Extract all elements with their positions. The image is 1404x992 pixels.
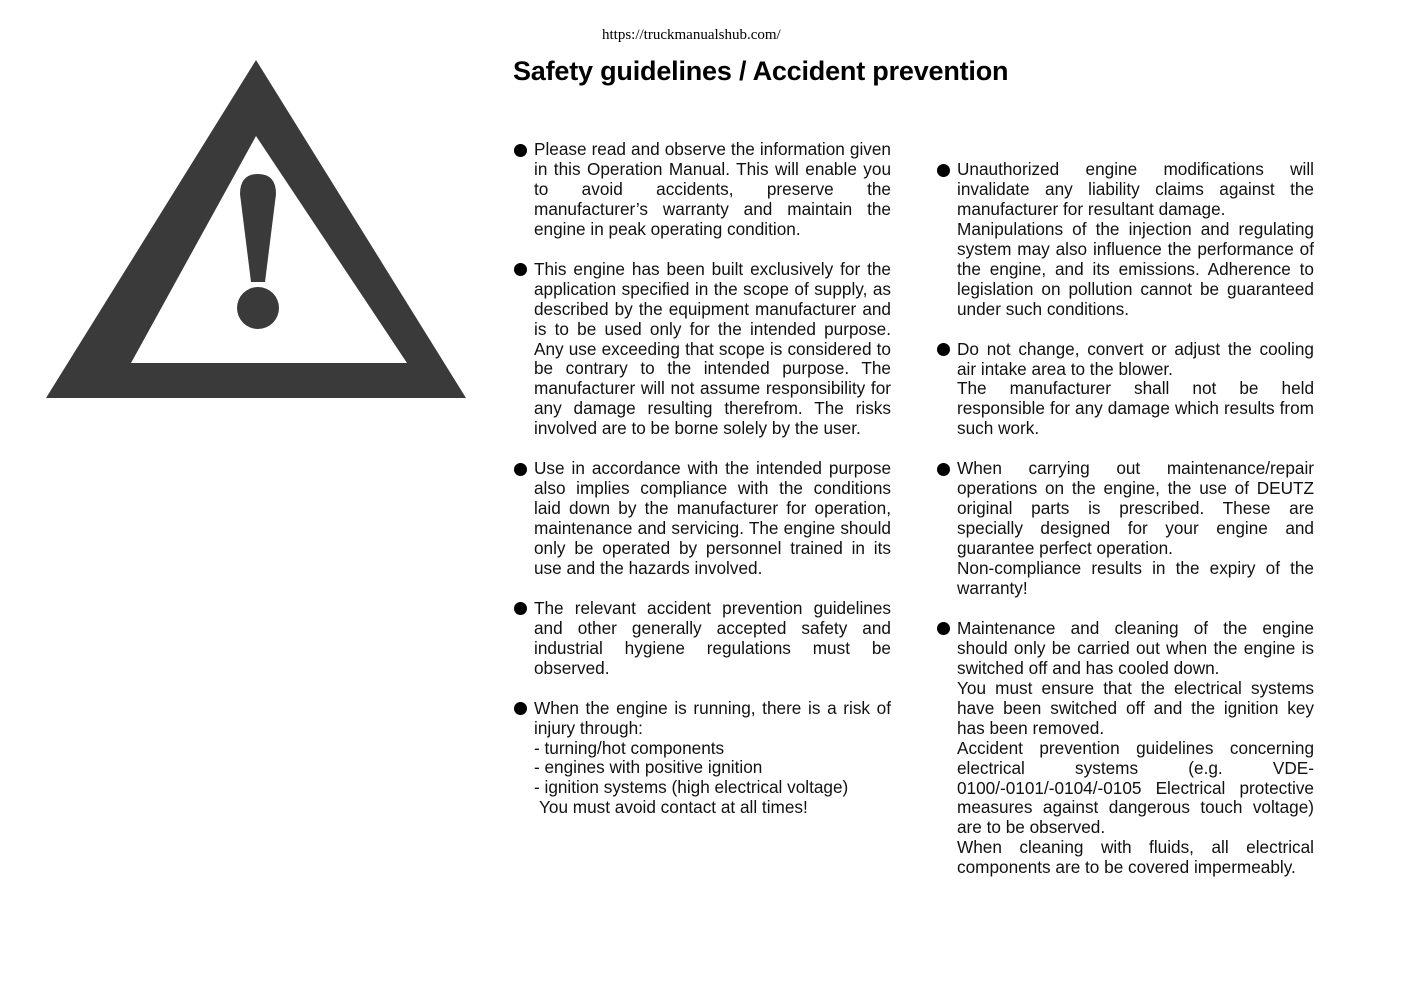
hazard-list-item: - ignition systems (high electrical voltage) xyxy=(534,777,849,798)
exclamation-mark-bar xyxy=(240,174,276,282)
safety-item xyxy=(513,599,891,679)
item-text: The manufacturer shall not be held responsible for any damage which results from such work. xyxy=(957,378,1314,439)
item-text: The relevant accident prevention guidelines and other generally accepted safety and industrial hygiene regulations must be observed. xyxy=(534,597,891,678)
hazard-list-item: - engines with positive ignition xyxy=(534,757,763,778)
bullet-icon xyxy=(514,463,527,476)
safety-item xyxy=(513,140,891,240)
hazard-list xyxy=(534,739,891,799)
bullet-icon xyxy=(937,622,950,635)
item-text: When cleaning with fluids, all electrical components are to be covered impermeably. xyxy=(957,837,1314,878)
item-text: Use in accordance with the intended purpose also implies compliance with the conditions laid down by the manufacturer for operation, maintenance and servicing. The engine should only be operated by personnel trained in its use and the hazards involved. xyxy=(534,458,891,578)
item-text: Accident prevention guidelines concerning electrical systems (e.g. VDE-0100/-0101/-0104/-0105 Electrical protective measures against dangerous touch voltage) are to be observed. xyxy=(957,737,1314,838)
item-text: Do not change, convert or adjust the cooling air intake area to the blower. xyxy=(957,338,1314,379)
bullet-icon xyxy=(937,164,950,177)
safety-item xyxy=(936,619,1314,878)
item-text: You must ensure that the electrical systems have been switched off and the ignition key has been removed. xyxy=(957,677,1314,738)
item-text: Non-compliance results in the expiry of the warranty! xyxy=(957,558,1314,598)
page-title: Safety guidelines / Accident prevention xyxy=(513,56,1009,86)
item-closing-text: You must avoid contact at all times! xyxy=(539,797,808,818)
source-url[interactable]: https://truckmanualshub.com/ xyxy=(602,27,781,43)
item-text: When the engine is running, there is a risk of injury through: xyxy=(534,697,891,738)
item-text: Unauthorized engine modifications will invalidate any liability claims against the manufacturer for resultant damage. xyxy=(957,159,1314,219)
item-text: When carrying out maintenance/repair operations on the engine, the use of DEUTZ original parts is prescribed. These are specially designed for your engine and guarantee perfect operation. xyxy=(957,458,1314,559)
item-text: This engine has been built exclusively for the application specified in the scope of supply, as described by the equipment manufacturer and is to be used only for the intended purpose. Any use exceeding that scope is considered to be contrary to the intended purpose. The manufacturer will not assume responsibility for any damage resulting therefrom. The risks involved are to be borne solely by the user. xyxy=(534,258,891,439)
safety-item xyxy=(513,260,891,440)
safety-item xyxy=(936,160,1314,320)
item-text: Maintenance and cleaning of the engine should only be carried out when the engine is switched off and has cooled down. xyxy=(957,617,1314,678)
bullet-icon xyxy=(514,702,527,715)
safety-item xyxy=(513,459,891,579)
bullet-icon xyxy=(937,463,950,476)
hazard-list-item: - turning/hot components xyxy=(534,737,725,758)
warning-triangle-icon xyxy=(44,58,468,404)
item-text: Please read and observe the information given in this Operation Manual. This will enable you to avoid accidents, preserve the manufacturer’s warranty and maintain the engine in peak operating condition. xyxy=(534,139,891,239)
safety-item xyxy=(936,340,1314,440)
bullet-icon xyxy=(937,343,950,356)
right-column xyxy=(936,160,1314,898)
bullet-icon xyxy=(514,263,527,276)
safety-item xyxy=(936,459,1314,599)
bullet-icon xyxy=(514,144,527,157)
left-column xyxy=(513,140,891,838)
item-text: Manipulations of the injection and regulating system may also influence the performance of the engine, and its emissions. Adherence to legislation on pollution cannot be guaranteed under such conditions. xyxy=(957,218,1314,319)
safety-item xyxy=(513,699,891,819)
exclamation-mark-dot xyxy=(237,287,279,329)
bullet-icon xyxy=(514,602,527,615)
